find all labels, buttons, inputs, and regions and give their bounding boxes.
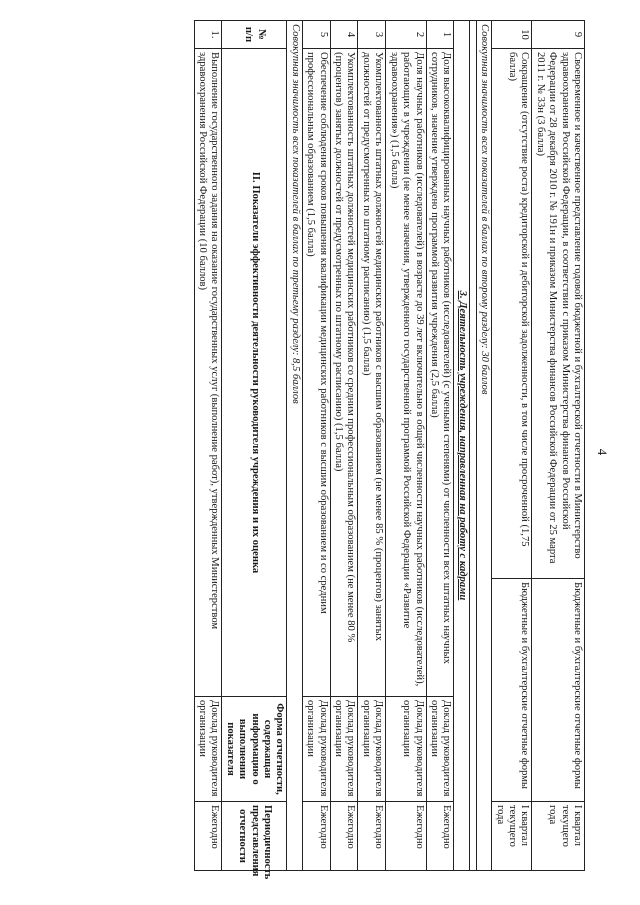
indicator-text: Укомплектованность штатных должностей медицинских работников со средним профессиональным образованием (не менее 80 % (процентов) занятых должностей от предусмотренных по штатному расписанию) (1,5 балла) <box>330 49 358 697</box>
report-form: Доклад руководителя организации <box>302 697 330 802</box>
table-row <box>302 21 330 871</box>
report-period: Ежегодно <box>386 802 426 871</box>
report-period: I квартал текущего года <box>532 802 585 871</box>
indicator-text: Доля научных работников (исследователей) в возрасте до 39 лет включительно в общей численности научных работников (исследователей), работающих в учреждении (не менее значения, утвержденного государственной программой Российской Федерации «Развитие здравоохранения») (1,5 балла) <box>386 49 426 697</box>
row-number: 4 <box>330 21 358 49</box>
row-number: 9 <box>532 21 585 49</box>
row-number: 3 <box>358 21 386 49</box>
row-number: 1. <box>194 21 222 49</box>
report-form: Доклад руководителя организации <box>386 697 426 802</box>
header-number: № п/п <box>222 21 287 49</box>
indicators-table <box>194 20 585 880</box>
indicator-text: Доля высококвалифицированных научных работников (исследователей) (с учеными степенями) от численности всех штатных научных сотрудников, значение утверждено программой развития учреждения (2,5 балла) <box>426 49 454 697</box>
section-total-text: Совокупная значимость всех показателей в баллах по второму разделу: 30 баллов <box>476 21 491 871</box>
table-row <box>194 21 222 871</box>
table-row <box>358 21 386 871</box>
report-form: Доклад руководителя организации <box>358 697 386 802</box>
indicator-text: Обеспечение соблюдения сроков повышения квалификации медицинских работников с высшим образованием и со средним профессиональным образованием (1,5 балла) <box>302 49 330 697</box>
spacer-row <box>469 21 476 871</box>
report-period: Ежегодно <box>358 802 386 871</box>
row-number: 1 <box>426 21 454 49</box>
section-total-row <box>476 21 491 871</box>
report-form: Доклад руководителя организации <box>330 697 358 802</box>
section-total-text: Совокупная значимость всех показателей в баллах по третьему разделу: 8,5 баллов <box>287 21 302 871</box>
report-period: Ежегодно <box>194 802 222 871</box>
header-period: Периодичность представления отчетности <box>222 802 287 871</box>
report-period: I квартал текущего года <box>492 802 532 871</box>
report-form: Бюджетные и бухгалтерские отчетные формы <box>492 579 532 802</box>
report-form: Доклад руководителя организации <box>194 697 222 802</box>
header-indicator: II. Показатели эффективности деятельности руководителя учреждения и их оценка <box>222 49 287 697</box>
indicator-text: Сокращение (отсутствие роста) кредиторской и дебиторской задолженности, в том числе просроченной (1,75 балла) <box>492 49 532 579</box>
spacer-cell <box>469 21 476 871</box>
indicator-text: Своевременное и качественное представление годовой бюджетной и бухгалтерской отчетности в Министерство здравоохранения Российской Федерации, в соответствии с приказом Министерства финансов Российской Федерации от 28 декабря 2010 г. № 191н и приказом Министерства финансов Российской Федерации от 25 марта 2011 г. № 33н (3 балла) <box>532 49 585 579</box>
table-row <box>532 21 585 871</box>
section-total-row <box>287 21 302 871</box>
section-title: 3. Деятельность учреждения, направленная на работу с кадрами <box>454 21 469 871</box>
report-period: Ежегодно <box>302 802 330 871</box>
page-number: 4 <box>595 448 610 456</box>
report-form: Доклад руководителя организации <box>426 697 454 802</box>
table-row <box>492 21 532 871</box>
table-row <box>426 21 454 871</box>
indicators-table-rotated <box>85 20 585 880</box>
row-number: 10 <box>492 21 532 49</box>
report-form: Бюджетные и бухгалтерские отчетные формы <box>532 579 585 802</box>
indicator-text: Выполнение государственного задания на оказание государственных услуг (выполнение работ), утвержденных Министерством здравоохранения Российской Федерации (10 баллов) <box>194 49 222 697</box>
indicator-text: Укомплектованность штатных должностей медицинских работников с высшим образованием (не менее 85 % (процентов) занятых должностей от предусмотренных по штатному расписанию) (1,5 балла) <box>358 49 386 697</box>
row-number: 5 <box>302 21 330 49</box>
row-number: 2 <box>386 21 426 49</box>
table-row <box>330 21 358 871</box>
header-form: Форма отчетности, содержащая информацию о выполнении показателя <box>222 697 287 802</box>
report-period: Ежегодно <box>426 802 454 871</box>
table-row <box>386 21 426 871</box>
table-header-row <box>222 21 287 871</box>
section-title-row <box>454 21 469 871</box>
report-period: Ежегодно <box>330 802 358 871</box>
